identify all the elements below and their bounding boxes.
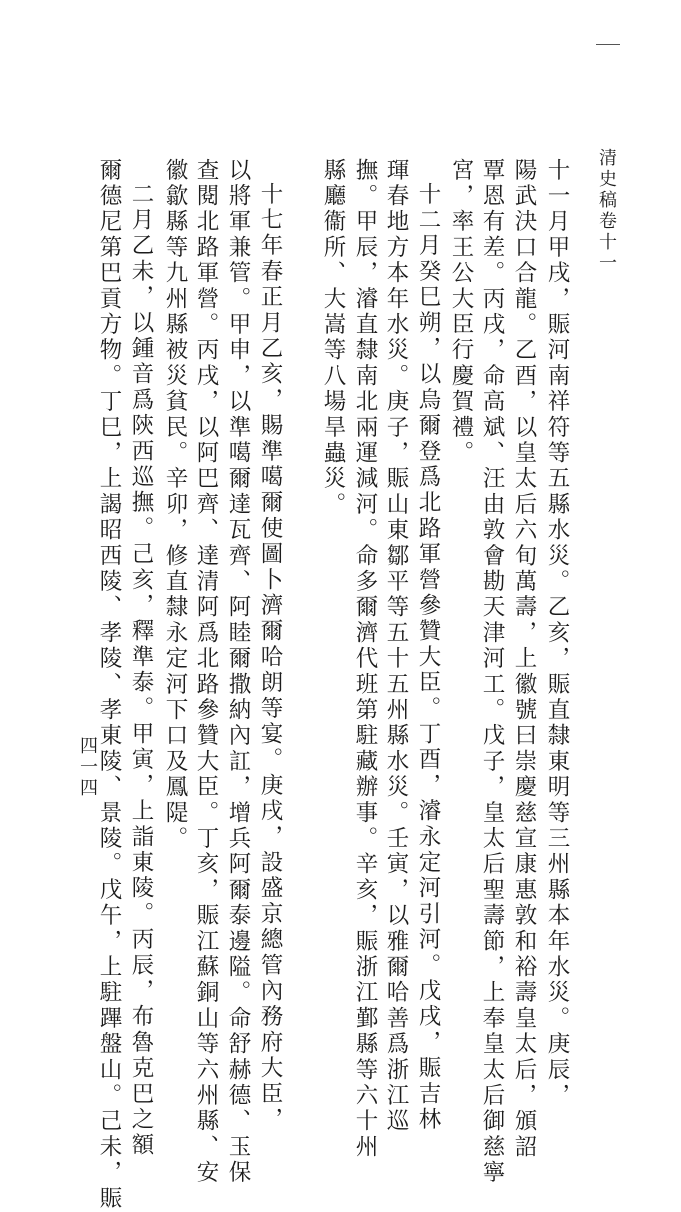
text-column-2: 陽武決口合龍。乙酉，以皇太后六旬萬壽，上徽號曰崇慶慈宣康惠敦和裕壽皇太后，頒詔 [511,158,537,1161]
top-dash-mark [596,44,620,53]
text-column-9: 十七年春正月乙亥，賜準噶爾使圖卜濟爾哈朗等宴。庚戌，設盛京總管內務府大臣， [257,182,283,1133]
text-column-6: 琿春地方本年水災。庚子，賑山東鄒平等五十五州縣水災。壬寅，以雅爾哈善爲浙江巡 [383,158,409,1135]
text-column-13: 二月乙未，以鍾音爲陝西巡撫。己亥，釋準泰。甲寅，上詣東陵。丙辰，布魯克巴之額 [128,182,154,1159]
text-column-7: 撫。甲辰，濬直隸南北兩運減河。命多爾濟代班第駐藏辦事。辛亥，賑浙江鄞縣等六十州 [352,158,378,1161]
text-column-14: 爾德尼第巴貢方物。丁巳，上謁昭西陵、孝陵、孝東陵、景陵。戊午，上駐蹕盤山。己未，賑 [96,158,122,1212]
page-number: 四一四 [77,736,98,799]
text-column-10: 以將軍兼管。甲申，以準噶爾達瓦齊、阿睦爾撒納內訌，增兵阿爾泰邊隘。命舒赫德、玉保 [225,158,251,1186]
text-column-1: 十一月甲戌，賑河南祥符等五縣水災。乙亥，賑直隸東明等三州縣本年水災。庚辰， [544,158,570,1109]
text-column-8: 縣廳衞所、大嵩等八場旱蟲災。 [320,158,346,518]
text-column-3: 覃恩有差。丙戌，命高斌、汪由敦會勘天津河工。戊子，皇太后聖壽節，上奉皇太后御慈寧 [479,158,505,1186]
text-column-11: 查閱北路軍營。丙戌，以阿巴齊、達清阿爲北路參贊大臣。丁亥，賑江蘇銅山等六州縣、安 [193,158,219,1186]
text-column-4: 宮，率王公大臣行慶賀禮。 [448,158,474,467]
text-column-12: 徽歙縣等九州縣被災貧民。辛卯，修直隸永定河下口及鳳隄。 [162,158,188,852]
running-title: 清史稿卷十一 [596,148,617,274]
text-column-5: 十二月癸巳朔，以烏爾登爲北路軍營參贊大臣。丁酉，濬永定河引河。戊戌，賑吉林 [415,182,441,1133]
